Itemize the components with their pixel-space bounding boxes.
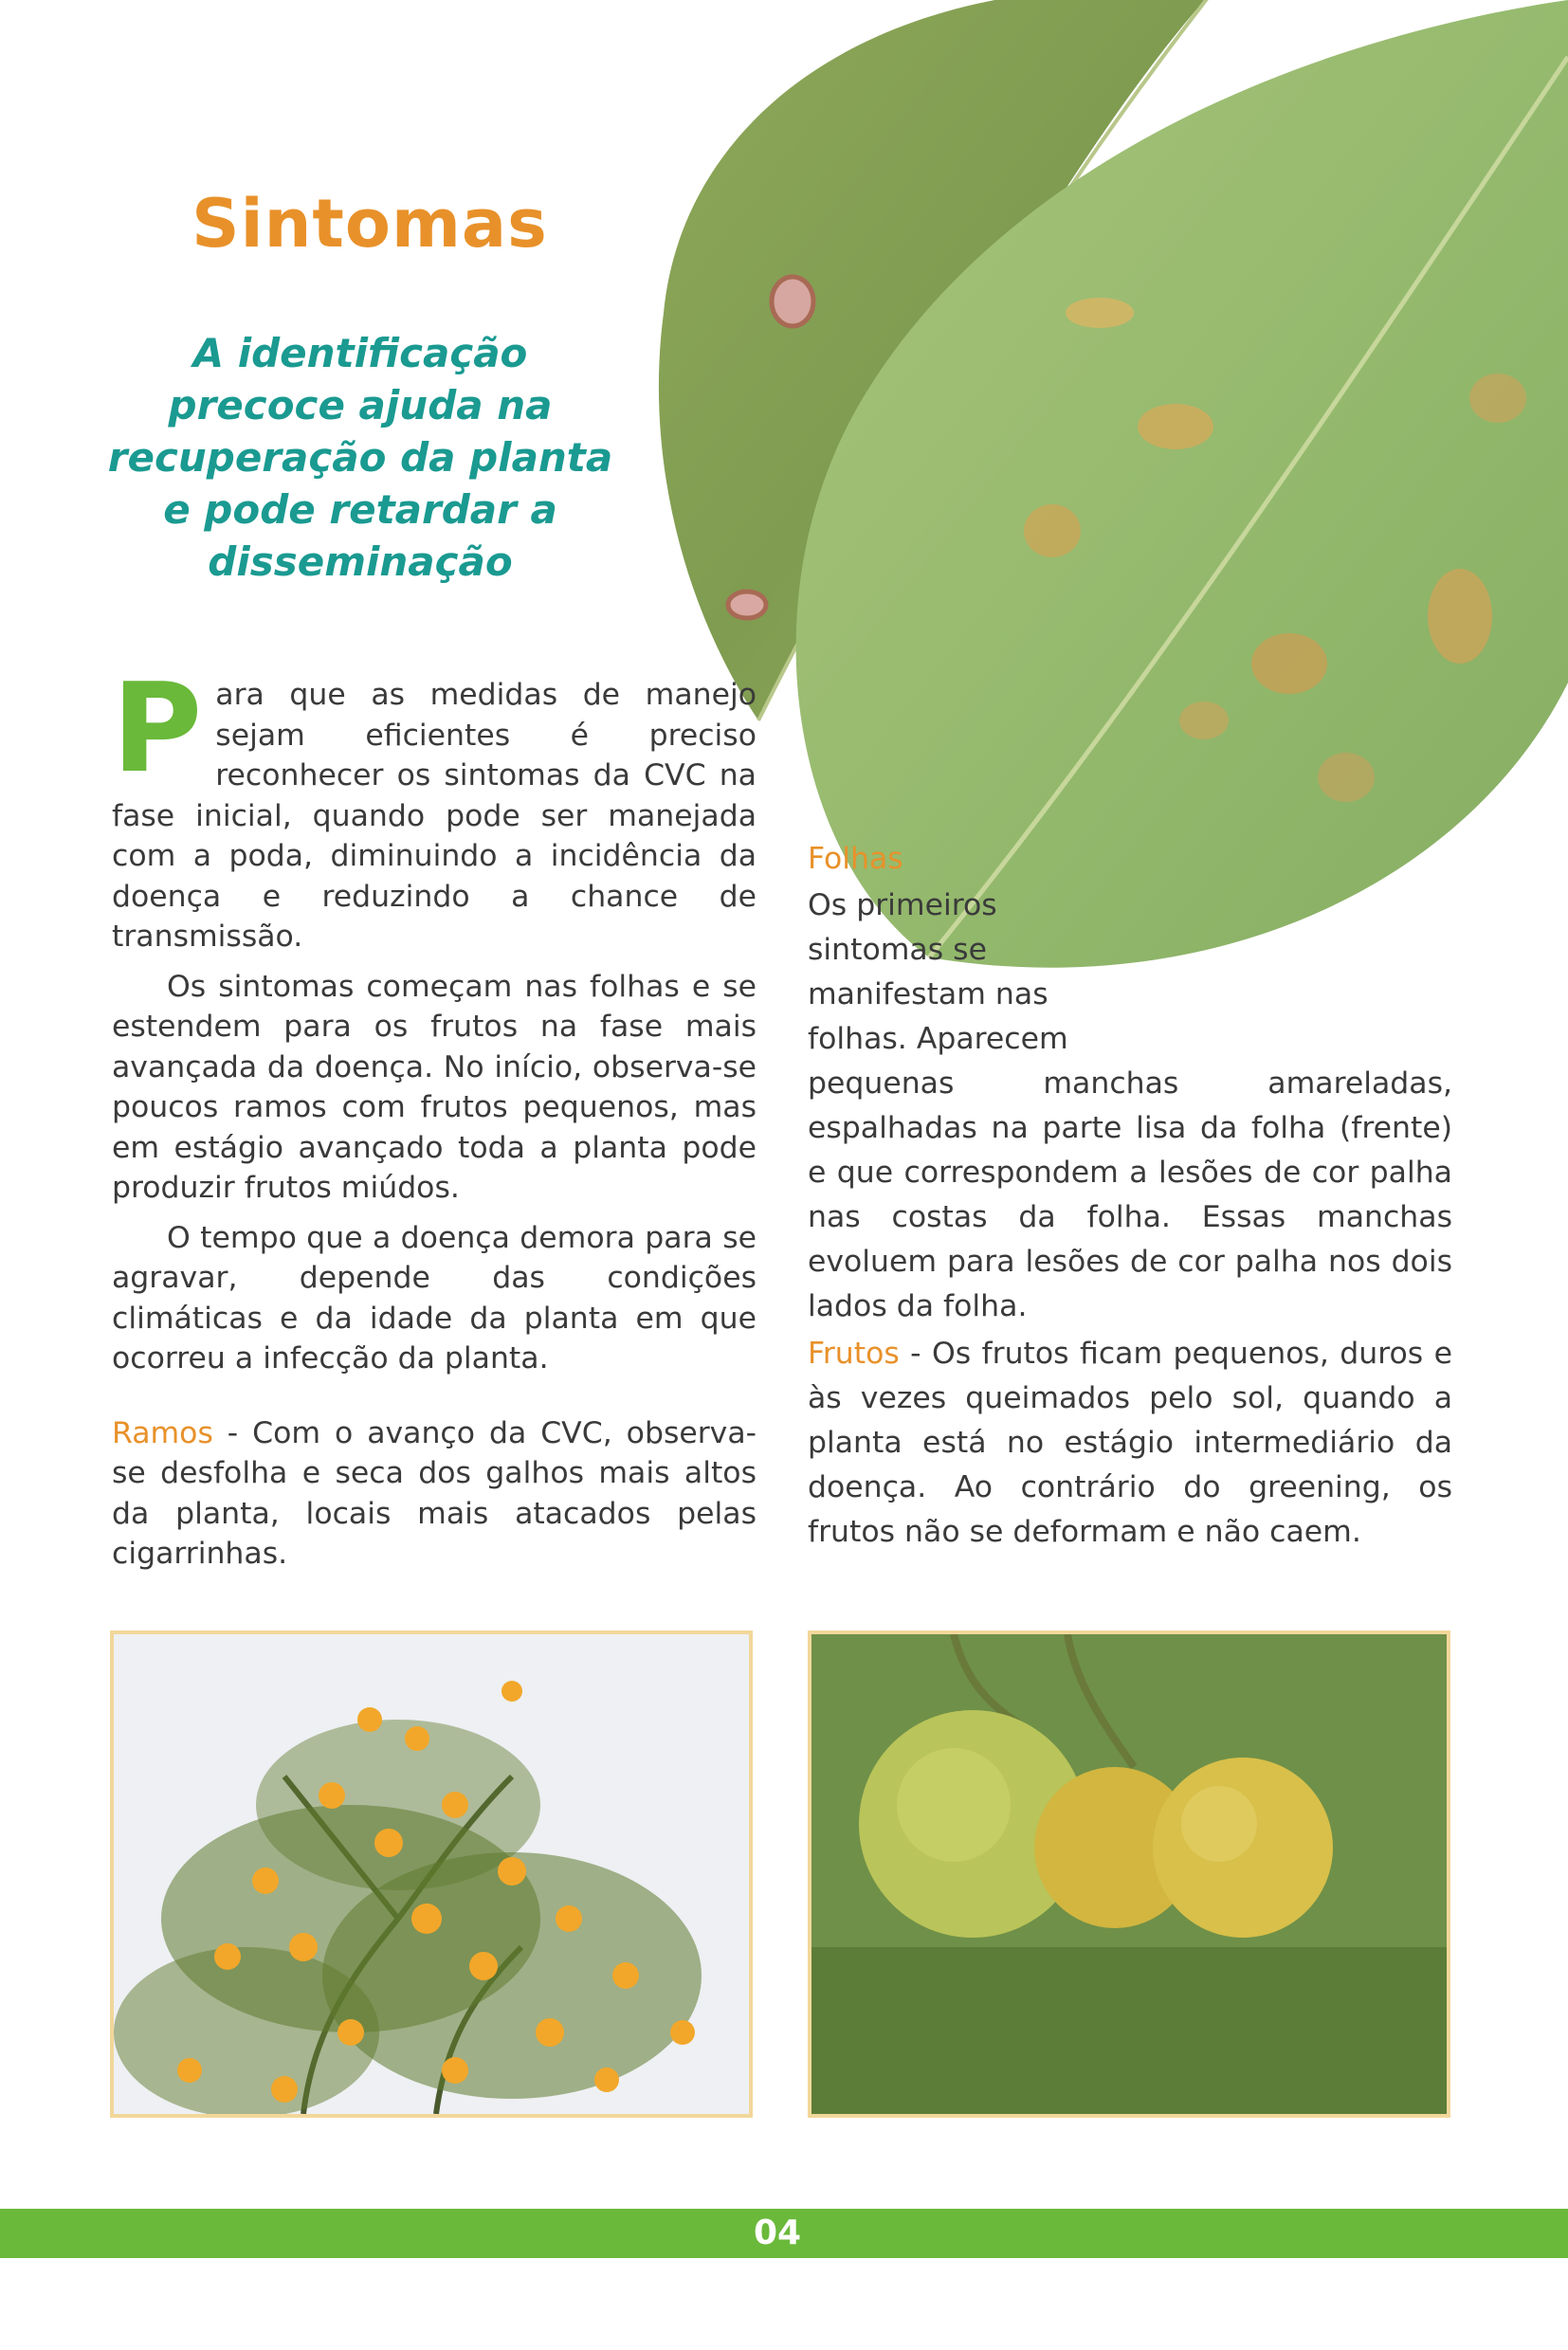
drop-cap: P [112, 656, 203, 800]
folhas-text-narrow: Os primeiros sintomas se manifestam nas folhas. Aparecem [808, 888, 1068, 1056]
ramos-text: - Com o avanço da CVC, observa-se desfolha e seca dos galhos mais altos da planta, locais mais atacados pelas cigarrinhas. [112, 1415, 757, 1571]
ramos-label: Ramos [112, 1415, 213, 1450]
left-column [112, 656, 757, 1584]
subtitle: A identificação precoce ajuda na recuperação da planta e pode retardar a disseminação [107, 330, 613, 585]
paragraph-symptoms-start: Os sintomas começam nas folhas e se estendem para os frutos na fase mais avançada da doença. No início, observa-se poucos ramos com frutos pequenos, mas em estágio avançado toda a planta pode produzir frutos miúdos. [112, 969, 757, 1205]
folhas-paragraph [808, 884, 1452, 1329]
page-number: 04 [753, 2213, 802, 2252]
paragraph-disease-time: O tempo que a doença demora para se agravar, depende das condições climáticas e da idade da planta em que ocorreu a infecção da planta. [112, 1220, 757, 1375]
citrus-fruits-photo [808, 1630, 1450, 2118]
intro-paragraph [112, 656, 757, 957]
folhas-label: Folhas [808, 842, 903, 876]
leaves-photo [645, 0, 1568, 986]
ramos-paragraph [112, 1413, 757, 1575]
frutos-paragraph [808, 1332, 1452, 1555]
folhas-text-rest: pequenas manchas amareladas, espalhadas na parte lisa da folha (frente) e que correspondem a lesões de cor palha nas costas da folha. Essas manchas evoluem para lesões de cor palha nos dois lados da folha. [808, 1066, 1452, 1323]
orange-tree-photo [110, 1630, 753, 2118]
frutos-label: Frutos [808, 1337, 900, 1371]
frutos-text: - Os frutos ficam pequenos, duros e às vezes queimados pelo sol, quando a planta está no estágio intermediário da doença. Ao contrário do greening, os frutos não se deformam e não caem. [808, 1337, 1452, 1549]
page-title: Sintomas [191, 185, 548, 263]
intro-text: ara que as medidas de manejo sejam eficientes é preciso reconhecer os sintomas da CVC na fase inicial, quando pode ser manejada com a poda, diminuindo a incidência da doença e reduzindo a chance de transmissão. [112, 678, 757, 954]
